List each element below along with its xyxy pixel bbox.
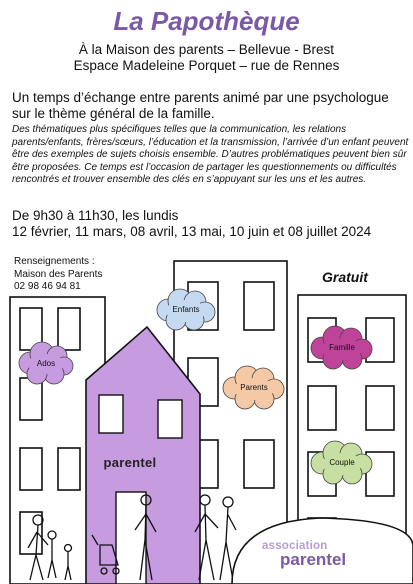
description-text: Des thématiques plus spécifiques telles que la communication, les relations parents/enfants, frères/sœurs, l’éducation et la transmission, l’arrivée d’un enfant peuvent être des exemples de sujets choisis ensemble. D’autres problématiques peuvent bien sûr être proposées. Ce temps est l’occasion de partager les questionnements ou difficultés rencontrés et trouver ensemble des clés en s’appuyant sur les uns et les autres. xyxy=(12,124,409,186)
contact-place: Maison des Parents xyxy=(14,268,103,280)
address-line: Espace Madeleine Porquet – rue de Rennes xyxy=(73,58,340,73)
house-sign: parentel xyxy=(103,455,157,470)
free-label: Gratuit xyxy=(322,269,368,285)
schedule-time: De 9h30 à 11h30, les lundis xyxy=(12,208,179,223)
logo-association: association xyxy=(262,540,328,552)
logo-parentel: parentel xyxy=(280,550,347,569)
contact-heading: Renseignements : xyxy=(14,256,95,267)
cloud-label-parents: Parents xyxy=(240,383,268,392)
cloud-label-enfants: Enfants xyxy=(172,305,200,314)
cloud-label-ados: Ados xyxy=(36,359,56,368)
cloud-label-famille: Famille xyxy=(329,343,355,352)
page-title: La Papothèque xyxy=(113,6,300,36)
cloud-label-couple: Couple xyxy=(329,458,355,467)
intro-text: Un temps d’échange entre parents animé par une psychologue sur le thème général de la famille. xyxy=(12,90,389,121)
schedule-dates: 12 février, 11 mars, 08 avril, 13 mai, 10 juin et 08 juillet 2024 xyxy=(12,224,372,239)
contact-phone: 02 98 46 94 81 xyxy=(14,281,81,293)
location-line: À la Maison des parents – Bellevue - Brest xyxy=(78,42,335,57)
contact-info xyxy=(14,256,102,294)
